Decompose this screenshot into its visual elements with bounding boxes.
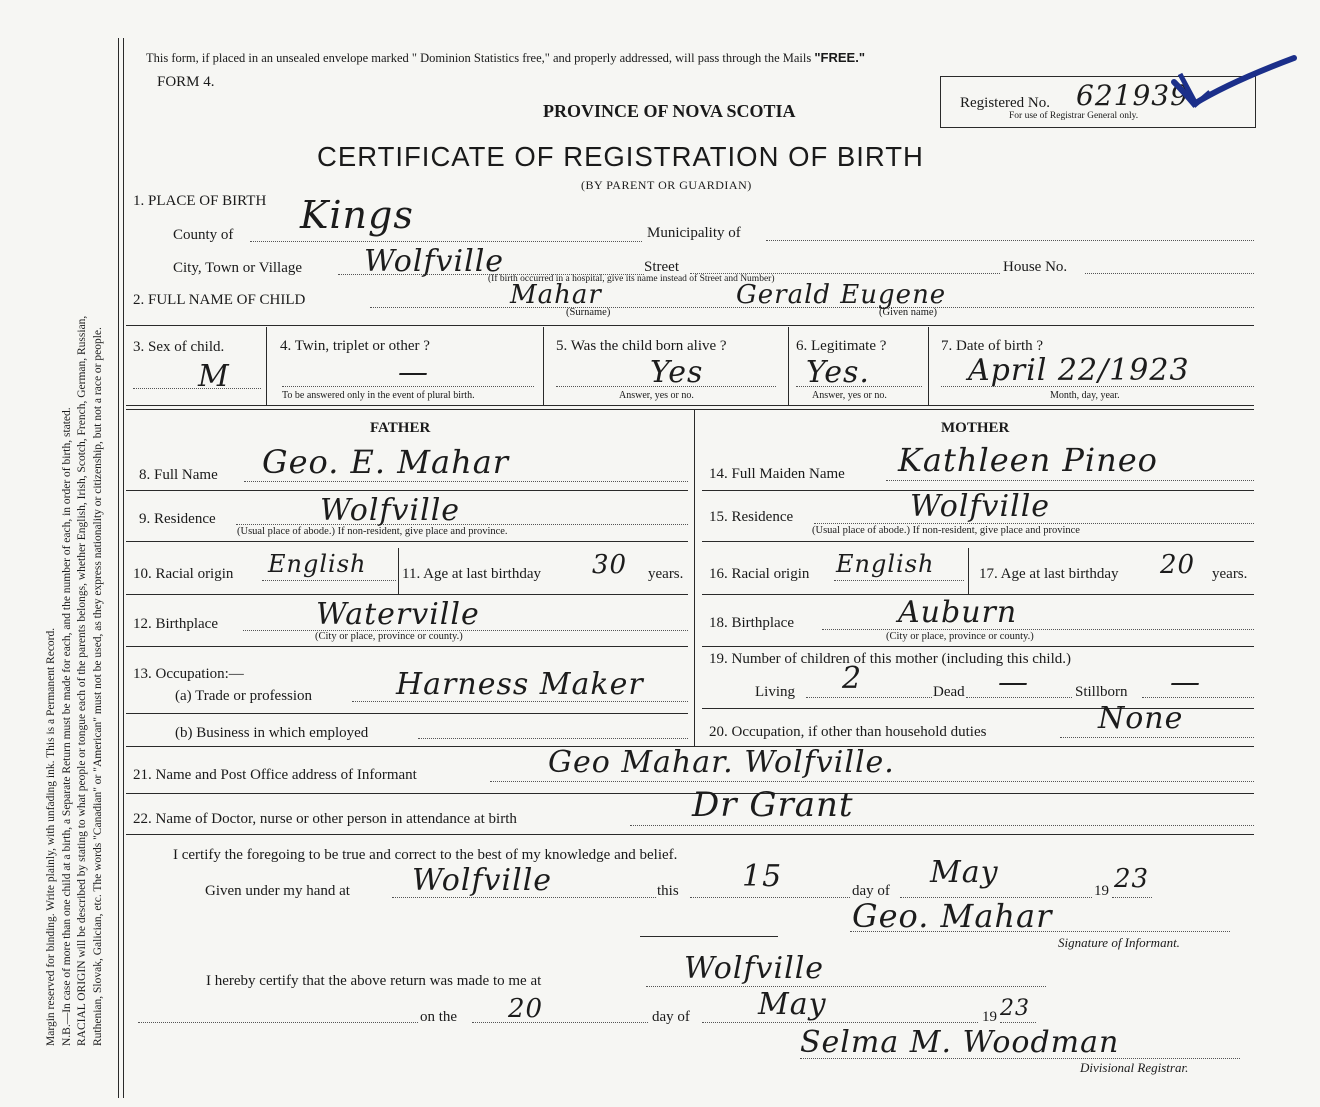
- county-value: Kings: [300, 193, 414, 237]
- father-race-label: 10. Racial origin: [133, 566, 234, 582]
- mother-occupation-value: None: [1098, 701, 1184, 736]
- registrar-signature-caption: Divisional Registrar.: [1080, 1060, 1189, 1075]
- mother-occupation-label: 20. Occupation, if other than household duties: [709, 724, 987, 740]
- twin-label: 4. Twin, triplet or other ?: [280, 338, 430, 354]
- registrar-year-value: 23: [1000, 996, 1030, 1021]
- father-residence-value: Wolfville: [320, 493, 461, 528]
- mother-race-value: English: [836, 550, 935, 578]
- certify-day-value: 15: [742, 859, 783, 894]
- certify-dayof-label: day of: [852, 883, 890, 899]
- legitimate-label: 6. Legitimate ?: [796, 338, 887, 354]
- twin-note: To be answered only in the event of plural birth.: [282, 390, 475, 401]
- certify-month-value: May: [930, 855, 999, 890]
- mother-age-label: 17. Age at last birthday: [979, 566, 1119, 582]
- province-heading: PROVINCE OF NOVA SCOTIA: [543, 101, 796, 121]
- margin-notes: [44, 16, 106, 1046]
- form-number: FORM 4.: [157, 74, 215, 90]
- stillborn-value: —: [1170, 665, 1201, 700]
- margin-line-1: Margin reserved for binding. Write plainly, with unfading ink. This is a Permanent Record.: [45, 627, 57, 1046]
- twin-value: —: [398, 355, 429, 390]
- registrar-statement: I hereby certify that the above return was made to me at: [206, 973, 542, 989]
- informant-signature-caption: Signature of Informant.: [1058, 935, 1180, 950]
- alive-label: 5. Was the child born alive ?: [556, 338, 727, 354]
- sex-label: 3. Sex of child.: [133, 339, 225, 355]
- certify-year-value: 23: [1114, 864, 1150, 894]
- children-count-label: 19. Number of children of this mother (including this child.): [709, 651, 1072, 667]
- sex-value: M: [198, 359, 230, 394]
- father-name-label: 8. Full Name: [139, 467, 218, 483]
- father-age-label: 11. Age at last birthday: [402, 566, 541, 582]
- certify-statement: I certify the foregoing to be true and correct to the best of my knowledge and belief.: [173, 847, 678, 863]
- dob-value: April 22/1923: [968, 353, 1190, 388]
- dob-note: Month, day, year.: [1050, 390, 1120, 401]
- living-label: Living: [755, 684, 795, 700]
- margin-line-3: RACIAL ORIGIN will be described by stating to what people or tongue each of the parents belongs, whether English, Irish, Scotch, French, German, Russian,: [76, 315, 88, 1046]
- given-hand-label: Given under my hand at: [205, 883, 350, 899]
- father-birthplace-note: (City or place, province or county.): [315, 631, 463, 642]
- city-label: City, Town or Village: [173, 260, 303, 276]
- business-label: (b) Business in which employed: [175, 725, 369, 741]
- municipality-label: Municipality of: [647, 225, 741, 241]
- father-age-unit: years.: [648, 566, 684, 582]
- dead-value: —: [998, 665, 1029, 700]
- given-name-caption: (Given name): [879, 307, 938, 318]
- given-place-value: Wolfville: [412, 863, 553, 898]
- child-surname: Mahar: [510, 280, 602, 310]
- margin-rule: [118, 38, 119, 1098]
- registered-note: For use of Registrar General only.: [1009, 111, 1139, 121]
- mother-heading: MOTHER: [941, 420, 1010, 436]
- city-value: Wolfville: [364, 244, 505, 279]
- this-label: this: [657, 883, 679, 899]
- father-birthplace-label: 12. Birthplace: [133, 616, 218, 632]
- trade-value: Harness Maker: [396, 667, 644, 702]
- child-name-label: 2. FULL NAME OF CHILD: [133, 292, 306, 308]
- father-occupation-label: 13. Occupation:—: [133, 666, 244, 682]
- father-name-value: Geo. E. Mahar: [262, 443, 510, 481]
- child-given-name: Gerald Eugene: [736, 280, 947, 310]
- father-age-value: 30: [592, 550, 628, 580]
- mother-birthplace-note: (City or place, province or county.): [886, 631, 1034, 642]
- doctor-value: Dr Grant: [692, 785, 854, 825]
- surname-caption: (Surname): [566, 307, 611, 318]
- mother-age-unit: years.: [1212, 566, 1248, 582]
- dob-label: 7. Date of birth ?: [941, 338, 1044, 354]
- certificate-subtitle: (BY PARENT OR GUARDIAN): [581, 178, 752, 192]
- mother-residence-label: 15. Residence: [709, 509, 794, 525]
- living-value: 2: [842, 661, 863, 696]
- registered-number: 621939: [1076, 79, 1189, 112]
- father-residence-note: (Usual place of abode.) If non-resident, give place and province.: [237, 526, 508, 537]
- doctor-label: 22. Name of Doctor, nurse or other person in attendance at birth: [133, 811, 517, 827]
- dead-label: Dead: [933, 684, 965, 700]
- registrar-place-value: Wolfville: [684, 951, 825, 986]
- house-label: House No.: [1003, 259, 1068, 275]
- informant-value: Geo Mahar. Wolfville.: [548, 745, 895, 780]
- stillborn-label: Stillborn: [1075, 684, 1128, 700]
- mother-birthplace-label: 18. Birthplace: [709, 615, 794, 631]
- father-birthplace-value: Waterville: [316, 597, 480, 632]
- father-race-value: English: [268, 550, 367, 578]
- registrar-month-value: May: [758, 987, 827, 1022]
- margin-line-4: Ruthenian, Slovak, Galician, etc. The words "Canadian" or "American" must not be used, as they express nationality or citizenship, but not a race or people.: [91, 327, 104, 1046]
- father-residence-label: 9. Residence: [139, 511, 216, 527]
- informant-signature: Geo. Mahar: [852, 897, 1053, 935]
- mother-name-value: Kathleen Pineo: [898, 441, 1158, 479]
- mother-residence-value: Wolfville: [910, 489, 1051, 524]
- registrar-year-prefix: 19: [982, 1009, 997, 1025]
- alive-value: Yes: [650, 355, 704, 390]
- informant-label: 21. Name and Post Office address of Informant: [133, 767, 417, 783]
- trade-label: (a) Trade or profession: [175, 688, 313, 704]
- mother-age-value: 20: [1160, 550, 1196, 580]
- hospital-note: (If birth occurred in a hospital, give its name instead of Street and Number): [488, 274, 775, 284]
- registrar-dayof-label: day of: [652, 1009, 690, 1025]
- registrar-signature: Selma M. Woodman: [800, 1025, 1120, 1060]
- street-label: Street: [644, 259, 679, 275]
- registrar-day-value: 20: [508, 994, 544, 1024]
- county-label: County of: [173, 227, 234, 243]
- registered-label: Registered No.: [960, 95, 1050, 111]
- mother-birthplace-value: Auburn: [898, 595, 1018, 630]
- mail-notice: This form, if placed in an unsealed envelope marked " Dominion Statistics free," and properly addressed, will pass through the Mails "FREE.": [146, 50, 865, 65]
- certify-year-prefix: 19: [1094, 883, 1109, 899]
- legitimate-value: Yes.: [806, 355, 870, 390]
- mother-name-label: 14. Full Maiden Name: [709, 466, 845, 482]
- mother-race-label: 16. Racial origin: [709, 566, 810, 582]
- alive-note: Answer, yes or no.: [619, 390, 694, 401]
- legitimate-note: Answer, yes or no.: [812, 390, 887, 401]
- margin-rule-inner: [123, 38, 124, 1098]
- registrar-on-label: on the: [420, 1009, 458, 1025]
- certificate-title: CERTIFICATE OF REGISTRATION OF BIRTH: [317, 141, 924, 172]
- check-mark-icon: [1170, 52, 1300, 112]
- place-of-birth-label: 1. PLACE OF BIRTH: [133, 193, 267, 209]
- mother-residence-note: (Usual place of abode.) If non-resident, give place and province: [812, 525, 1080, 536]
- father-heading: FATHER: [370, 420, 431, 436]
- margin-line-2: N.B.—In case of more than one child at a birth, a Separate Return must be made for each, and the number of each, in order of birth, stated.: [60, 407, 73, 1046]
